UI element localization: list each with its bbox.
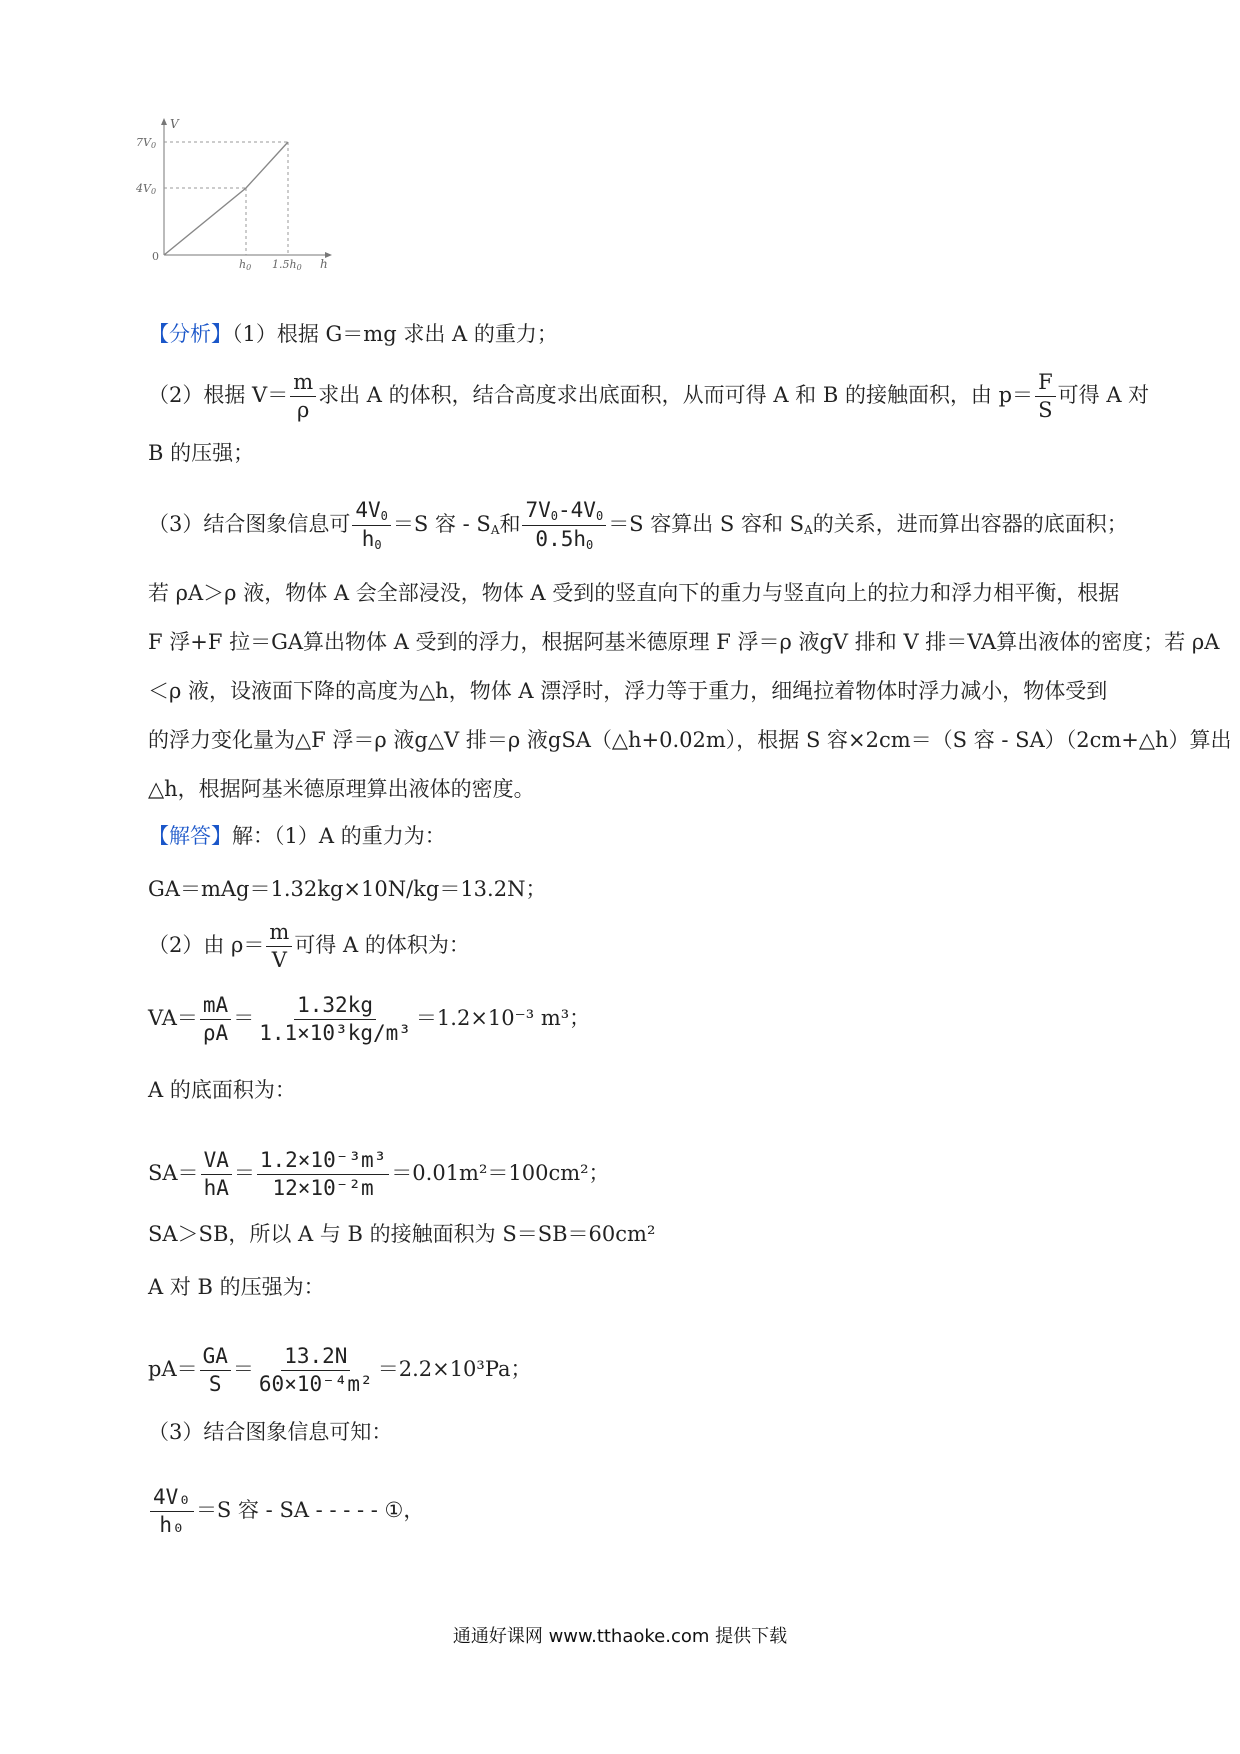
frac-den: V [271, 948, 287, 972]
fraction-force-over-area [256, 1346, 376, 1395]
fraction-volume-over-height [257, 1150, 389, 1199]
fraction-3v0-over-05h0 [522, 500, 606, 551]
eq-rhs: ＝1.2×10⁻³ m³； [415, 1006, 591, 1030]
equation-1 [148, 1487, 424, 1536]
answer-line-1 [148, 826, 446, 847]
analysis-line-8: △h，根据阿基米德原理算出液体的密度。 [148, 777, 535, 801]
frac-num: mA [200, 995, 231, 1020]
analysis-text-3b-and: 和 [499, 512, 521, 536]
frac-den: ρ [296, 398, 310, 422]
y-tick-7v0: 7V0 [136, 136, 157, 150]
frac-num: m [290, 372, 316, 397]
frac-num: 1.2×10⁻³m³ [257, 1150, 389, 1175]
frac-num: VA [201, 1150, 232, 1175]
analysis-text-3b: ＝S 容 - $S_A$和 [392, 512, 521, 537]
eq-lhs: VA＝ [148, 1006, 198, 1030]
eq-rhs: ＝S 容 - SA - - - - - ①， [195, 1498, 425, 1522]
frac-den-text: h [361, 527, 375, 551]
answer-tag: 【解答】 [148, 824, 232, 848]
x-tick-h0: h0 [239, 258, 252, 272]
analysis-line-1 [148, 324, 558, 345]
frac-num: GA [200, 1346, 231, 1371]
analysis-line-5: F 浮+F 拉＝GA算出物体 A 受到的浮力，根据阿基米德原理 F 浮＝ρ 液gV 排和 V 排＝VA算出液体的密度；若 ρA [148, 630, 1220, 654]
eq-sign: ＝ [232, 1357, 254, 1381]
area-equation [148, 1150, 610, 1199]
x-axis-label: h [320, 257, 328, 271]
frac-den-text: 0.5h [535, 527, 586, 551]
analysis-line-6: ＜ρ 液，设液面下降的高度为△h，物体 A 漂浮时，浮力等于重力，细绳拉着物体时浮力减小，物体受到 [148, 679, 1108, 703]
analysis-text-2a: （2）根据 V＝ [148, 383, 289, 407]
answer-line-7: SA＞SB，所以 A 与 B 的接触面积为 S＝SB＝60cm² [148, 1222, 656, 1246]
pressure-equation [148, 1346, 532, 1395]
y-axis-label: V [170, 117, 179, 131]
analysis-line-3 [148, 500, 1128, 551]
answer-line-10: （3）结合图象信息可知： [148, 1420, 393, 1444]
frac-num-text-b: -4V [558, 498, 596, 522]
frac-den: $h_0$ [361, 527, 382, 552]
frac-num-text-a: 7V [525, 498, 551, 522]
volume-equation [148, 995, 590, 1044]
fraction-va-over-ha [201, 1150, 232, 1199]
eq-lhs: SA＝ [148, 1161, 199, 1185]
answer-line-2: GA＝mAg＝1.32kg×10N/kg＝13.2N； [148, 877, 547, 901]
answer-text-3b: 可得 A 的体积为： [294, 933, 470, 957]
eq-lhs: pA＝ [148, 1357, 198, 1381]
analysis-text-1: （1）根据 G＝mg 求出 A 的重力； [232, 322, 558, 346]
analysis-text-2c: 可得 A 对 [1057, 383, 1150, 407]
frac-den: hA [203, 1176, 229, 1200]
x-tick-15h0: 1.5h0 [272, 258, 302, 272]
answer-line-5: A 的底面积为： [148, 1078, 296, 1102]
analysis-line-4: 若 ρA＞ρ 液，物体 A 会全部浸没，物体 A 受到的竖直向下的重力与竖直向上的拉力和浮力相平衡，根据 [148, 581, 1120, 605]
analysis-text-2b: 求出 A 的体积，结合高度求出底面积，从而可得 A 和 B 的接触面积，由 p＝ [318, 383, 1034, 407]
eq-rhs: ＝2.2×10³Pa； [377, 1357, 532, 1381]
fraction-m-over-rho [290, 372, 316, 421]
frac-num: $4V_0$ [352, 500, 391, 526]
fraction-ma-over-rhoa [200, 995, 231, 1044]
fraction-f-over-s [1035, 372, 1056, 421]
fraction-m-over-v [266, 922, 292, 971]
eq-rhs: ＝0.01m²＝100cm²； [391, 1161, 610, 1185]
frac-den: S [208, 1372, 222, 1396]
fraction-4v0-over-h0 [352, 500, 391, 551]
answer-line-8: A 对 B 的压强为： [148, 1275, 325, 1299]
analysis-line-2 [148, 372, 1149, 421]
fraction-ga-over-s [200, 1346, 231, 1395]
frac-den: h₀ [159, 1513, 185, 1537]
frac-den: 12×10⁻²m [272, 1176, 374, 1200]
analysis-text-3c-tail: 的关系，进而算出容器的底面积； [812, 512, 1128, 536]
analysis-text-3b-main: ＝S 容 - S [392, 512, 491, 536]
y-axis-arrow [161, 118, 167, 125]
answer-text-1: 解：（1）A 的重力为： [232, 824, 446, 848]
frac-den: S [1038, 398, 1053, 422]
frac-num: F [1035, 372, 1056, 397]
analysis-text-3a: （3）结合图象信息可 [148, 512, 351, 536]
analysis-tag: 【分析】 [148, 322, 232, 346]
frac-num-text: 4V [355, 498, 381, 522]
data-line [164, 142, 288, 255]
y-tick-4v0: 4V0 [136, 182, 157, 196]
answer-line-3 [148, 922, 470, 971]
volume-height-graph [136, 117, 348, 278]
frac-num: 4V₀ [150, 1487, 194, 1512]
frac-num: m [266, 922, 292, 947]
footer-text: 通通好课网 www.tthaoke.com 提供下载 [452, 1626, 788, 1647]
frac-num: $7V_0-4V_0$ [522, 500, 606, 526]
frac-den: $0.5h_0$ [535, 527, 594, 552]
frac-num: 1.32kg [294, 995, 376, 1020]
analysis-text-3c: ＝S 容算出 S 容和 $S_A$的关系，进而算出容器的底面积； [608, 512, 1128, 537]
analysis-text-3c-main: ＝S 容算出 S 容和 S [608, 512, 805, 536]
frac-den: 1.1×10³kg/m³ [259, 1021, 411, 1045]
eq-sign: ＝ [233, 1006, 255, 1030]
fraction-mass-over-density [256, 995, 414, 1044]
analysis-line-7: 的浮力变化量为△F 浮＝ρ 液g△V 排＝ρ 液gSA（△h+0.02m），根据 S 容×2cm＝（S 容 - SA）（2cm+△h）算出 [148, 728, 1232, 752]
frac-num: 13.2N [281, 1346, 350, 1371]
fraction-4v0-over-h0 [150, 1487, 194, 1536]
frac-den: 60×10⁻⁴m² [258, 1372, 373, 1396]
frac-den: ρA [202, 1021, 229, 1045]
answer-text-3a: （2）由 ρ＝ [148, 933, 265, 957]
origin-label: 0 [152, 250, 159, 263]
analysis-line-2b: B 的压强； [148, 441, 255, 465]
eq-sign: ＝ [233, 1161, 255, 1185]
